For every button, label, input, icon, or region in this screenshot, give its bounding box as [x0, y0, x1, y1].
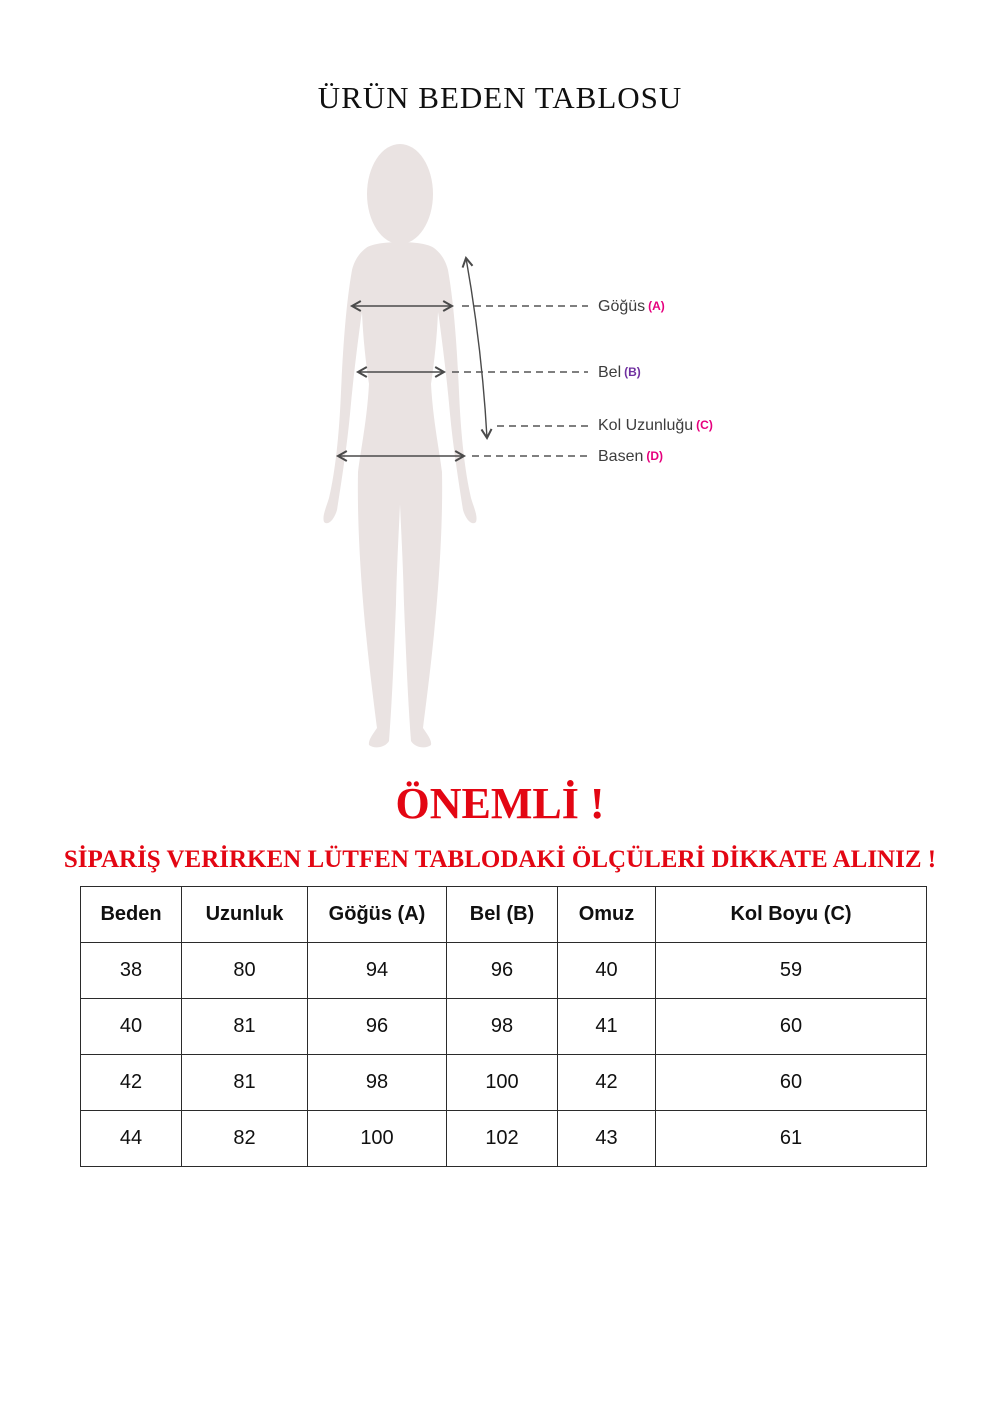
female-silhouette [323, 144, 476, 747]
important-heading: ÖNEMLİ ! [395, 779, 605, 828]
cell-uzunluk: 81 [182, 1055, 308, 1111]
cell-omuz: 42 [558, 1055, 656, 1111]
label-waist-code: (B) [624, 365, 641, 379]
label-hip-text: Basen [598, 448, 644, 465]
header-goguss: Göğüs (A) [308, 887, 447, 943]
cell-beden: 40 [81, 999, 182, 1055]
label-waist-text: Bel [598, 364, 622, 381]
table-row [81, 999, 927, 1055]
cell-bel: 96 [447, 943, 558, 999]
cell-bel: 100 [447, 1055, 558, 1111]
cell-beden: 42 [81, 1055, 182, 1111]
cell-goguss: 100 [308, 1111, 447, 1167]
label-chest-text: Göğüs [598, 298, 646, 315]
label-hip [598, 446, 663, 466]
page-title: ÜRÜN BEDEN TABLOSU [317, 80, 683, 115]
size-table-header-row [81, 887, 927, 943]
label-arm-length-code: (C) [696, 418, 713, 432]
cell-kol-boyu: 59 [656, 943, 927, 999]
cell-beden: 38 [81, 943, 182, 999]
cell-uzunluk: 80 [182, 943, 308, 999]
cell-goguss: 98 [308, 1055, 447, 1111]
cell-kol-boyu: 60 [656, 1055, 927, 1111]
size-table [80, 886, 927, 1167]
arm-length-arrow [466, 258, 487, 438]
cell-goguss: 94 [308, 943, 447, 999]
cell-beden: 44 [81, 1111, 182, 1167]
table-row [81, 1055, 927, 1111]
warning-text: SİPARİŞ VERİRKEN LÜTFEN TABLODAKİ ÖLÇÜLERİ DİKKATE ALINIZ ! [63, 846, 937, 873]
cell-kol-boyu: 61 [656, 1111, 927, 1167]
label-arm-length-text: Kol Uzunluğu [598, 417, 694, 434]
label-waist [598, 362, 641, 382]
header-omuz: Omuz [558, 887, 656, 943]
cell-omuz: 41 [558, 999, 656, 1055]
cell-uzunluk: 81 [182, 999, 308, 1055]
cell-omuz: 40 [558, 943, 656, 999]
header-beden: Beden [81, 887, 182, 943]
cell-goguss: 96 [308, 999, 447, 1055]
cell-omuz: 43 [558, 1111, 656, 1167]
cell-kol-boyu: 60 [656, 999, 927, 1055]
header-kol-boyu: Kol Boyu (C) [656, 887, 927, 943]
label-arm-length [598, 415, 713, 435]
cell-bel: 98 [447, 999, 558, 1055]
header-uzunluk: Uzunluk [182, 887, 308, 943]
body-measurement-diagram [0, 140, 1000, 760]
cell-uzunluk: 82 [182, 1111, 308, 1167]
label-chest [598, 296, 665, 316]
label-hip-code: (D) [646, 449, 664, 463]
table-row [81, 1111, 927, 1167]
leader-lines [452, 306, 588, 456]
label-chest-code: (A) [648, 299, 665, 313]
table-row [81, 943, 927, 999]
cell-bel: 102 [447, 1111, 558, 1167]
header-bel: Bel (B) [447, 887, 558, 943]
female-silhouette-and-arrows-graphic [0, 140, 1000, 760]
